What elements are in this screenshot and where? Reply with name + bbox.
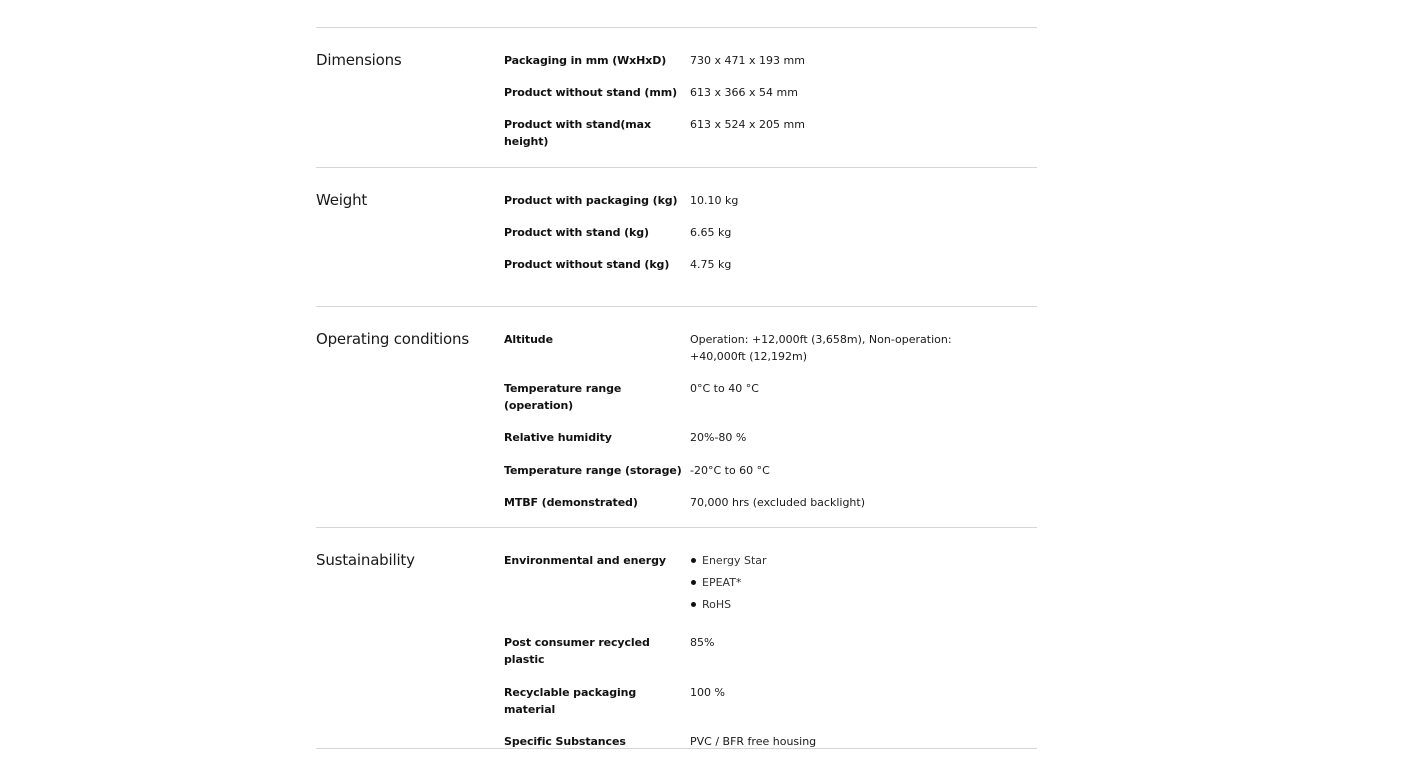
bullet-list	[690, 552, 990, 613]
list-item	[690, 552, 990, 569]
spec-label: MTBF (demonstrated)	[504, 496, 638, 509]
spec-rows	[504, 50, 1037, 167]
section-sustainability	[316, 527, 1037, 749]
specifications-table	[316, 27, 1037, 749]
list-item	[690, 574, 990, 591]
spec-value: 730 x 471 x 193 mm	[690, 54, 805, 67]
bullet-icon	[691, 602, 696, 607]
section-title: Sustainability	[316, 551, 415, 569]
spec-row	[504, 331, 1037, 365]
spec-label: Temperature range (operation)	[504, 382, 622, 412]
spec-label: Altitude	[504, 333, 553, 346]
spec-row	[504, 494, 1037, 511]
spec-value: 10.10 kg	[690, 194, 739, 207]
spec-value: Operation: +12,000ft (3,658m), Non-operation: +40,000ft (12,192m)	[690, 333, 952, 363]
spec-label: Specific Substances	[504, 735, 626, 748]
spec-value: 6.65 kg	[690, 226, 732, 239]
spec-label: Product with packaging (kg)	[504, 194, 678, 207]
spec-row	[504, 52, 1037, 69]
bullet-text: RoHS	[702, 598, 732, 611]
spec-row	[504, 552, 1037, 613]
spec-label: Product without stand (kg)	[504, 258, 670, 271]
spec-label: Relative humidity	[504, 431, 612, 444]
spec-label: Recyclable packaging material	[504, 686, 637, 716]
bullet-text: EPEAT*	[702, 576, 742, 589]
spec-row	[504, 634, 1037, 668]
spec-row	[504, 224, 1037, 241]
spec-label: Product with stand (kg)	[504, 226, 649, 239]
spec-label: Product without stand (mm)	[504, 86, 677, 99]
spec-value: 613 x 524 x 205 mm	[690, 118, 805, 131]
spec-row	[504, 684, 1037, 718]
section-weight	[316, 167, 1037, 306]
spec-row	[504, 380, 1037, 414]
section-title: Weight	[316, 191, 368, 209]
spec-value: 100 %	[690, 686, 725, 699]
spec-rows	[504, 329, 1037, 527]
bullet-icon	[691, 580, 696, 585]
bullet-icon	[691, 558, 696, 563]
section-title: Dimensions	[316, 51, 402, 69]
bullet-text: Energy Star	[702, 554, 767, 567]
spec-rows	[504, 190, 1037, 306]
section-operating-conditions	[316, 306, 1037, 527]
spec-row	[504, 256, 1037, 273]
spec-row	[504, 192, 1037, 209]
spec-label: Temperature range (storage)	[504, 464, 682, 477]
spec-value: 20%-80 %	[690, 431, 747, 444]
spec-row	[504, 462, 1037, 479]
spec-label: Environmental and energy	[504, 554, 666, 567]
spec-label: Packaging in mm (WxHxD)	[504, 54, 667, 67]
spec-value: 613 x 366 x 54 mm	[690, 86, 798, 99]
spec-row	[504, 84, 1037, 101]
spec-rows	[504, 550, 1037, 748]
spec-row	[504, 429, 1037, 446]
spec-value: -20°C to 60 °C	[690, 464, 770, 477]
spec-value: 0°C to 40 °C	[690, 382, 759, 395]
spec-value: 4.75 kg	[690, 258, 732, 271]
spec-label: Product with stand(max height)	[504, 118, 651, 148]
section-dimensions	[316, 27, 1037, 167]
spec-label: Post consumer recycled plastic	[504, 636, 650, 666]
spec-row	[504, 116, 1037, 150]
spec-value: PVC / BFR free housing	[690, 735, 817, 748]
spec-value	[690, 552, 990, 613]
spec-value: 85%	[690, 636, 715, 649]
section-title: Operating conditions	[316, 330, 469, 348]
spec-value: 70,000 hrs (excluded backlight)	[690, 496, 866, 509]
spec-row	[504, 733, 1037, 750]
list-item	[690, 596, 990, 613]
